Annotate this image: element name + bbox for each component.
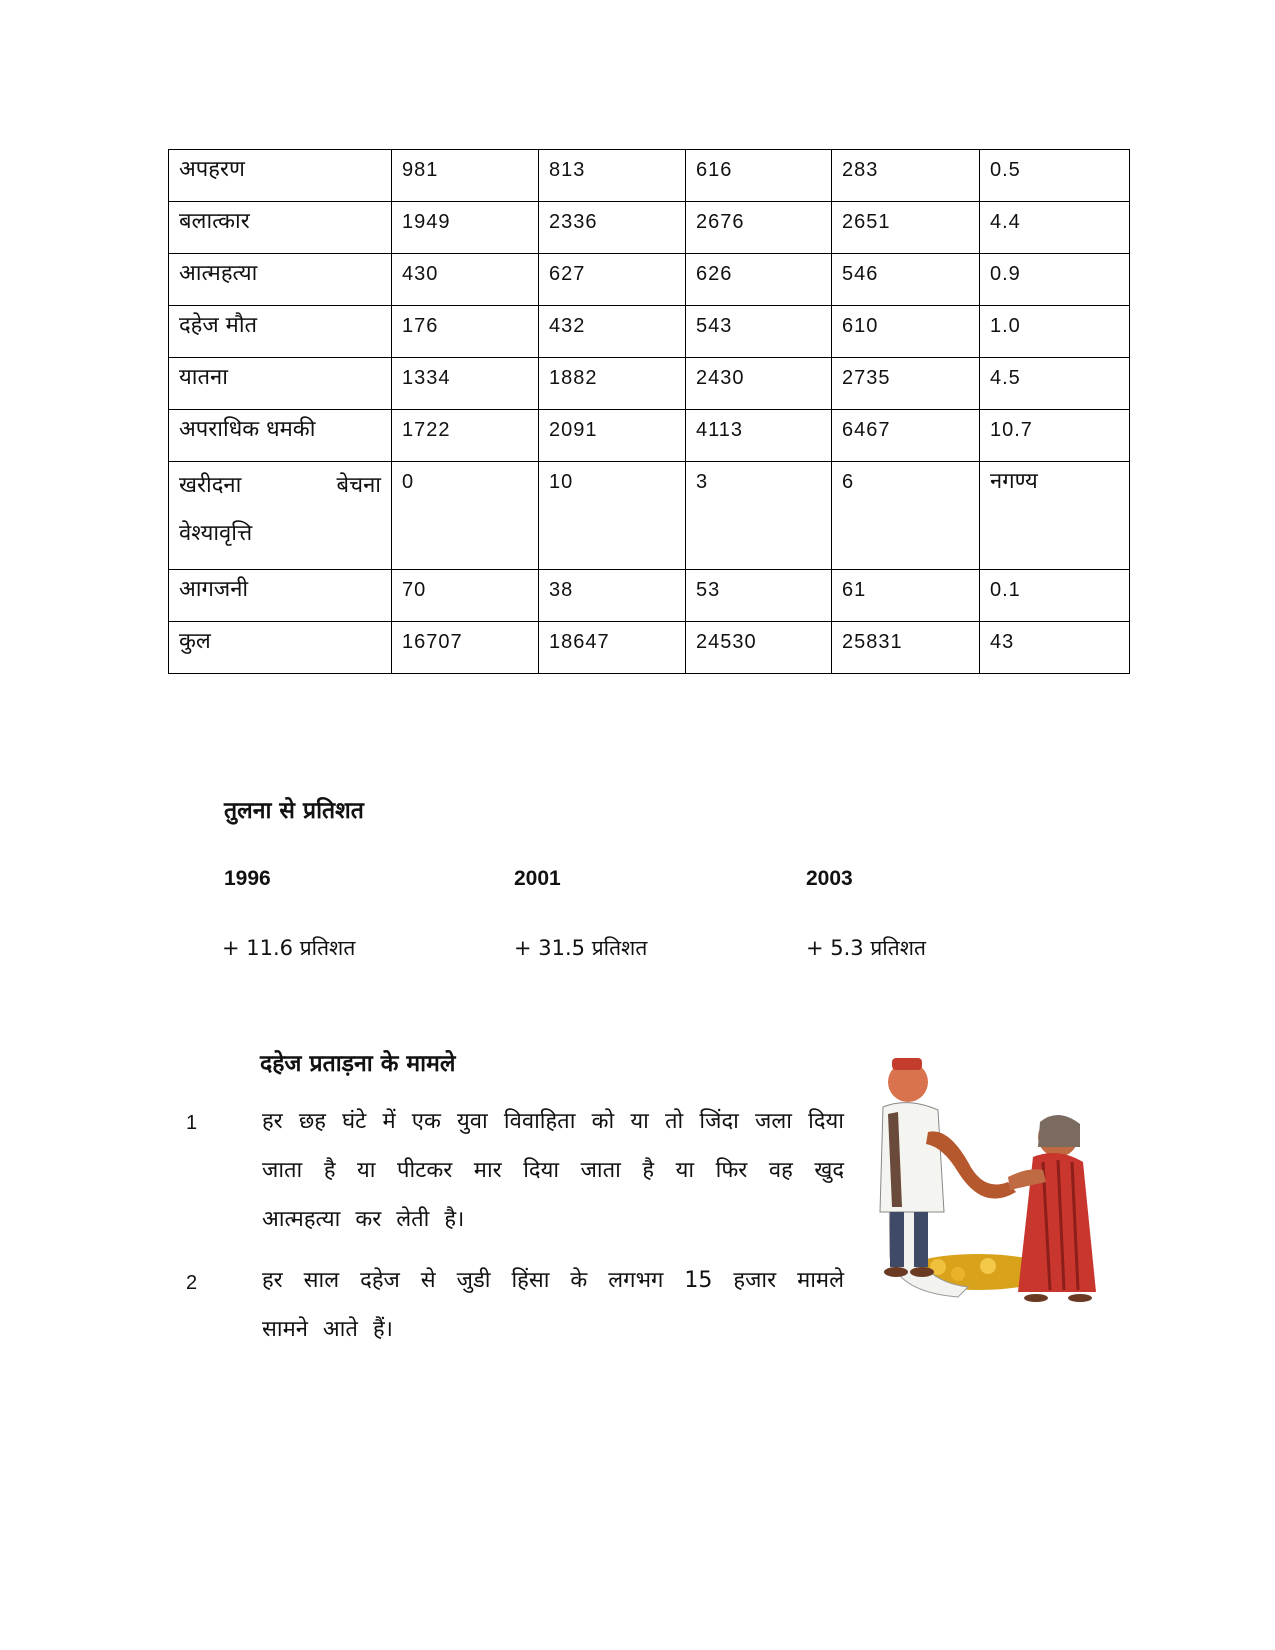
comparison-year: 2003 xyxy=(806,867,853,890)
table-row xyxy=(169,254,1130,306)
table-cell: 176 xyxy=(392,306,539,358)
row-label-part: वेश्यावृत्ति xyxy=(179,521,253,546)
table-cell: 3 xyxy=(686,462,832,570)
table-cell: 6467 xyxy=(832,410,980,462)
table-cell: 2430 xyxy=(686,358,832,410)
table-cell: 1.0 xyxy=(980,306,1130,358)
row-label: अपहरण xyxy=(169,150,392,202)
row-label: यातना xyxy=(169,358,392,410)
table-row xyxy=(169,462,1130,570)
table-cell: 70 xyxy=(392,570,539,622)
table-cell: 16707 xyxy=(392,622,539,674)
table-cell: 61 xyxy=(832,570,980,622)
dowry-cartoon-illustration xyxy=(858,1052,1118,1312)
table-row xyxy=(169,306,1130,358)
table-cell: 2676 xyxy=(686,202,832,254)
table-cell: 0 xyxy=(392,462,539,570)
comparison-change: + 31.5 प्रतिशत xyxy=(514,936,648,960)
table-row xyxy=(169,410,1130,462)
table-cell: 25831 xyxy=(832,622,980,674)
table-cell: 626 xyxy=(686,254,832,306)
table-cell: 543 xyxy=(686,306,832,358)
table-row xyxy=(169,202,1130,254)
point-text: हर साल दहेज से जुडी हिंसा के लगभग 15 हजार मामले सामने आते हैं। xyxy=(262,1268,844,1342)
table-cell: 430 xyxy=(392,254,539,306)
table-cell: 610 xyxy=(832,306,980,358)
table-cell: 38 xyxy=(539,570,686,622)
table-row xyxy=(169,358,1130,410)
table-row xyxy=(169,150,1130,202)
table-cell: 4113 xyxy=(686,410,832,462)
table-cell: 2735 xyxy=(832,358,980,410)
table-cell: 0.1 xyxy=(980,570,1130,622)
row-label: बलात्कार xyxy=(169,202,392,254)
row-label: कुल xyxy=(169,622,392,674)
row-label: दहेज मौत xyxy=(169,306,392,358)
crime-statistics-table xyxy=(168,149,1130,674)
row-label: आगजनी xyxy=(169,570,392,622)
table-cell: 0.9 xyxy=(980,254,1130,306)
point-text: हर छह घंटे में एक युवा विवाहिता को या तो जिंदा जला दिया जाता है या पीटकर मार दिया जाता है या फिर वह खुद आत्महत्या कर लेती है। xyxy=(262,1109,844,1232)
table-cell: 283 xyxy=(832,150,980,202)
table-cell: 10 xyxy=(539,462,686,570)
table-cell: नगण्य xyxy=(980,462,1130,570)
table-cell: 546 xyxy=(832,254,980,306)
table-cell: 432 xyxy=(539,306,686,358)
row-label: आत्महत्या xyxy=(169,254,392,306)
row-label-part: खरीदना xyxy=(179,473,242,498)
point-number: 2 xyxy=(186,1272,198,1294)
table-cell: 1334 xyxy=(392,358,539,410)
table-cell: 2336 xyxy=(539,202,686,254)
table-cell: 1949 xyxy=(392,202,539,254)
table-cell: 24530 xyxy=(686,622,832,674)
table-row xyxy=(169,622,1130,674)
row-label-part: बेचना xyxy=(336,473,381,498)
comparison-year: 1996 xyxy=(224,867,271,890)
row-label: अपराधिक धमकी xyxy=(169,410,392,462)
comparison-year: 2001 xyxy=(514,867,561,890)
table-cell: 1882 xyxy=(539,358,686,410)
table-cell: 2091 xyxy=(539,410,686,462)
table-cell: 813 xyxy=(539,150,686,202)
table-cell: 0.5 xyxy=(980,150,1130,202)
row-label xyxy=(169,462,392,570)
comparison-change: + 5.3 प्रतिशत xyxy=(806,936,926,960)
comparison-heading: तुलना से प्रतिशत xyxy=(224,798,364,824)
point-number: 1 xyxy=(186,1112,198,1134)
table-cell: 4.4 xyxy=(980,202,1130,254)
table-cell: 981 xyxy=(392,150,539,202)
table-cell: 18647 xyxy=(539,622,686,674)
table-cell: 53 xyxy=(686,570,832,622)
table-cell: 43 xyxy=(980,622,1130,674)
table-cell: 2651 xyxy=(832,202,980,254)
table-cell: 627 xyxy=(539,254,686,306)
table-row xyxy=(169,570,1130,622)
table-cell: 616 xyxy=(686,150,832,202)
comparison-change: + 11.6 प्रतिशत xyxy=(222,936,356,960)
table-cell: 4.5 xyxy=(980,358,1130,410)
table-cell: 10.7 xyxy=(980,410,1130,462)
dowry-heading: दहेज प्रताड़ना के मामले xyxy=(260,1051,456,1077)
table-cell: 6 xyxy=(832,462,980,570)
table-cell: 1722 xyxy=(392,410,539,462)
